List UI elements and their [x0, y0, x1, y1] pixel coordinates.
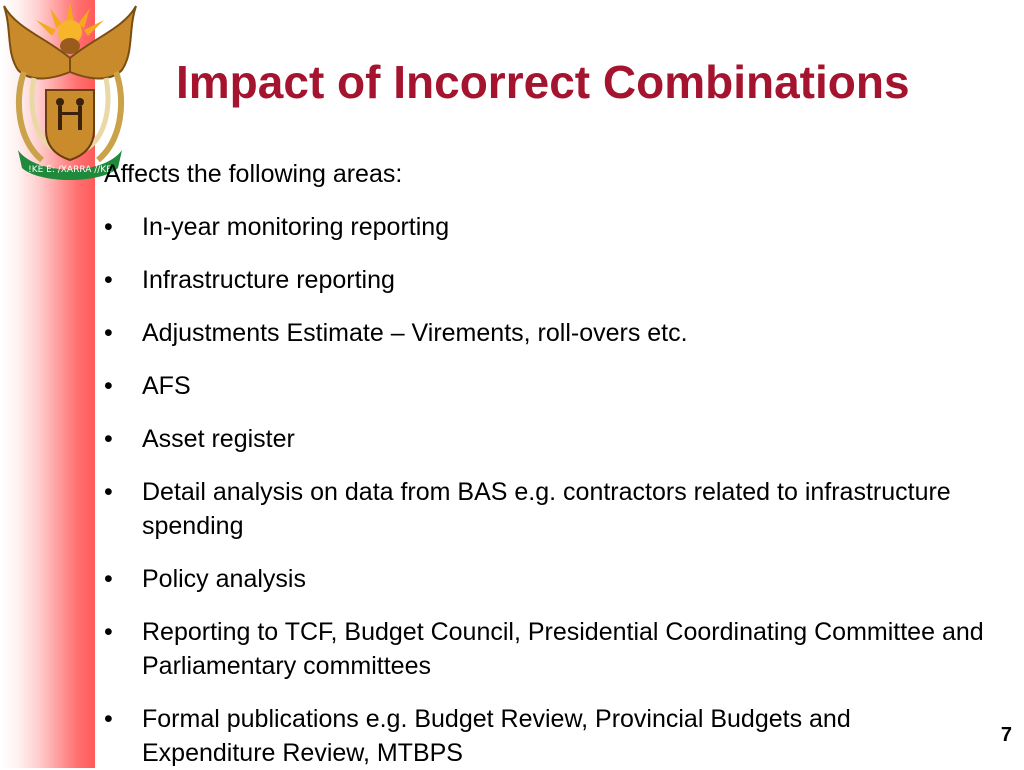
coat-of-arms-logo — [0, 0, 140, 182]
emblem-motto: !KE E: /XARRA //KE — [28, 165, 112, 175]
list-item — [104, 475, 984, 543]
list-item-text: Asset register — [142, 425, 295, 453]
list-item — [104, 210, 984, 244]
list-item — [104, 369, 984, 403]
list-item-text: Detail analysis on data from BAS e.g. contractors related to infrastructure spending — [142, 478, 951, 540]
intro-text: Affects the following areas: — [104, 160, 403, 188]
list-item-text: AFS — [142, 372, 191, 400]
bullet-icon: • — [104, 213, 113, 241]
list-item — [104, 422, 984, 456]
list-item — [104, 615, 984, 683]
bullet-icon: • — [104, 618, 113, 646]
list-item-text: Formal publications e.g. Budget Review, Provincial Budgets and Expenditure Review, MTBPS — [142, 705, 851, 767]
bullet-icon: • — [104, 266, 113, 294]
list-item-text: Policy analysis — [142, 565, 306, 593]
list-item — [104, 562, 984, 596]
list-item — [104, 316, 984, 350]
slide-number: 7 — [1000, 724, 1012, 746]
slide-title: Impact of Incorrect Combinations — [176, 56, 910, 108]
list-item — [104, 263, 984, 297]
bullet-icon: • — [104, 565, 113, 593]
list-item-text: In-year monitoring reporting — [142, 213, 450, 241]
bullet-icon: • — [104, 425, 113, 453]
list-item — [104, 702, 984, 770]
bullet-icon: • — [104, 705, 113, 733]
list-item-text: Adjustments Estimate – Virements, roll-overs etc. — [142, 319, 688, 347]
bullet-icon: • — [104, 478, 113, 506]
list-item-text: Infrastructure reporting — [142, 266, 395, 294]
bullet-icon: • — [104, 372, 113, 400]
bullet-icon: • — [104, 319, 113, 347]
list-item-text: Reporting to TCF, Budget Council, Presidential Coordinating Committee and Parliamentary committees — [142, 618, 984, 680]
